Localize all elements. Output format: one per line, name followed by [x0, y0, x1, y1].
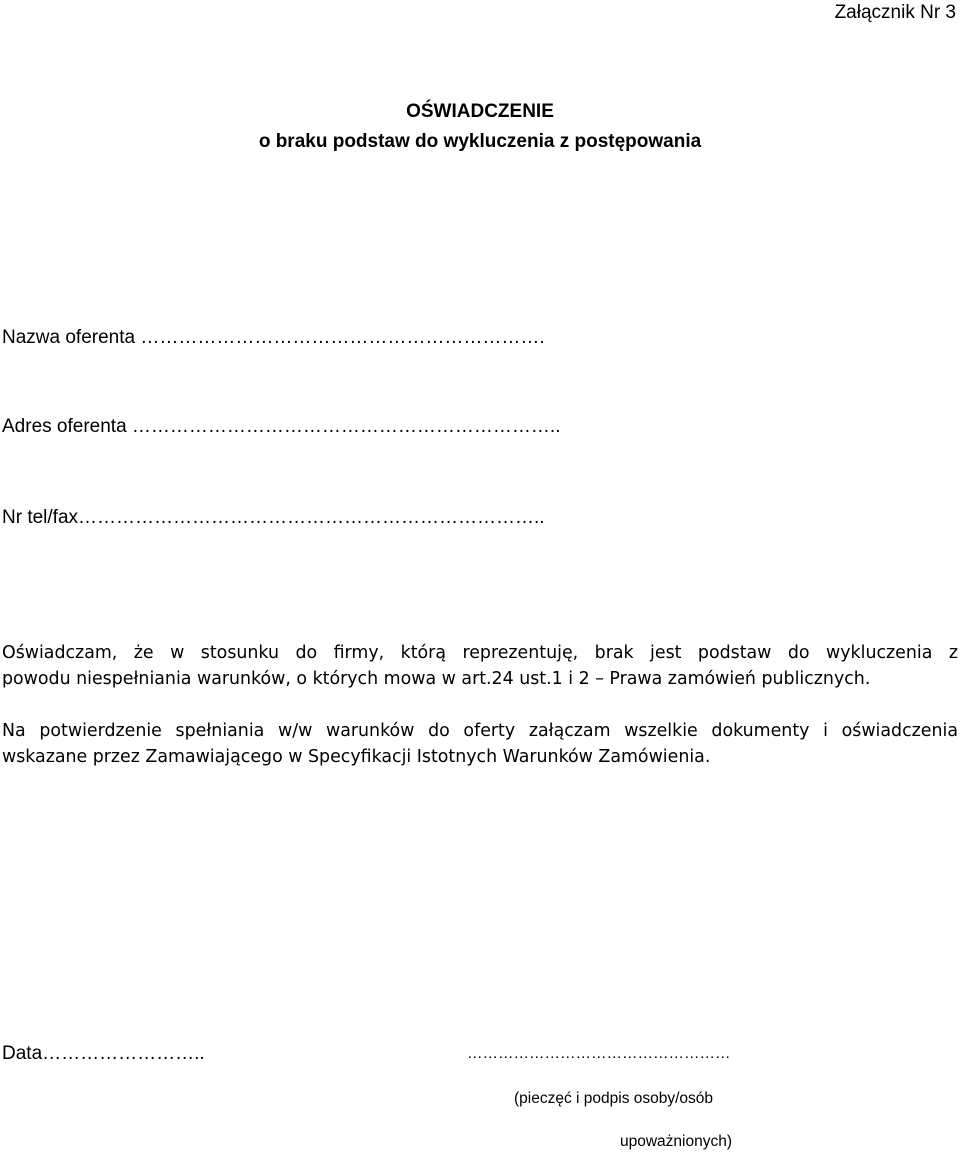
declaration-line-2: powodu niespełniania warunków, o których mowa w art.24 ust.1 i 2 – Prawa zamówień publicznych. — [2, 669, 871, 689]
phone-fax-field: Nr tel/fax……………………………………………………………….. — [2, 507, 545, 528]
offeror-address-field: Adres oferenta ………………………………………………………….. — [2, 416, 561, 437]
confirmation-line-1: Na potwierdzenie spełniania w/w warunków do oferty załączam wszelkie dokumenty i oświadczenia — [2, 721, 958, 741]
stamp-caption-line-1: (pieczęć i podpis osoby/osób — [514, 1090, 714, 1107]
offeror-name-field: Nazwa oferenta ………………………………………………………. — [2, 327, 545, 348]
signature-line: …………………………………………… — [467, 1045, 731, 1062]
date-field: Data…………………….. — [2, 1043, 205, 1064]
document-subtitle: o braku podstaw do wykluczenia z postępowania — [258, 131, 702, 152]
confirmation-paragraph — [2, 718, 958, 770]
declaration-paragraph — [2, 640, 958, 692]
annex-label: Załącznik Nr 3 — [834, 2, 956, 23]
document-title: OŚWIADCZENIE — [406, 101, 554, 122]
stamp-caption-line-2: upoważnionych) — [620, 1133, 733, 1150]
confirmation-line-2: wskazane przez Zamawiającego w Specyfikacji Istotnych Warunków Zamówienia. — [2, 747, 711, 767]
declaration-line-1: Oświadczam, że w stosunku do firmy, którą reprezentuję, brak jest podstaw do wykluczenia z — [2, 643, 958, 663]
